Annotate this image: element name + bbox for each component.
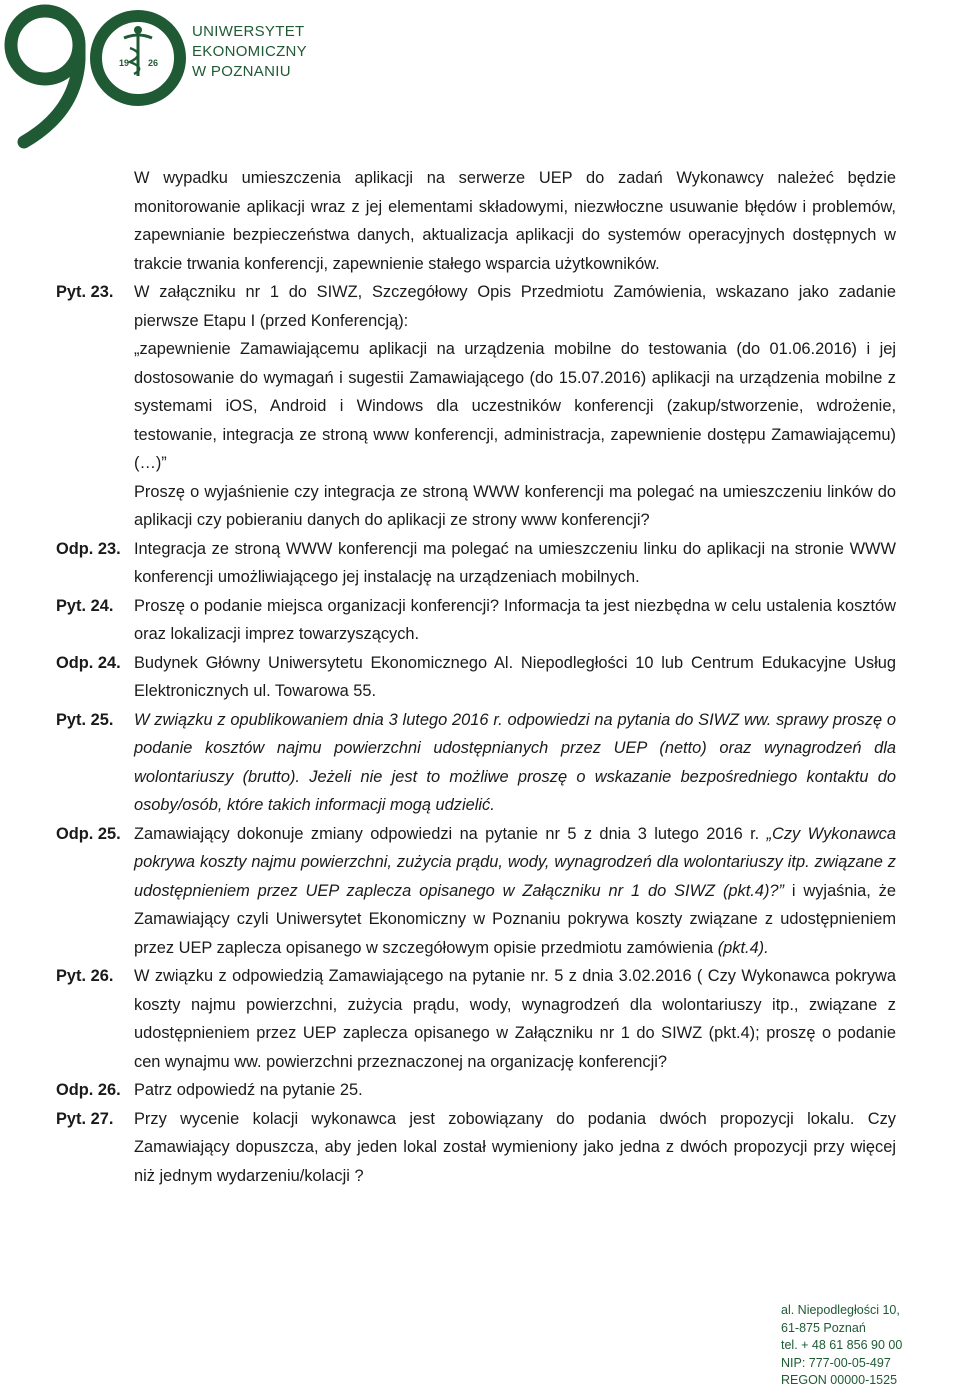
question-24 [56,592,896,649]
intro-paragraph: W wypadku umieszczenia aplikacji na serwerze UEP do zadań Wykonawcy należeć będzie monitorowanie aplikacji wraz z jej elementami składowymi, niezwłoczne usuwanie błędów i problemów, zapewnianie bezpieczeństwa danych, aktualizacja aplikacji do systemów operacyjnych dostępnych w trakcie trwania konferencji, zapewnienie stałego wsparcia użytkowników. [134,169,896,273]
contact-footer [781,1302,902,1390]
question-text: W załączniku nr 1 do SIWZ, Szczegółowy Opis Przedmiotu Zamówienia, wskazano jako zadanie pierwsze Etapu I (przed Konferencją): [134,283,896,330]
footer-nip: NIP: 777-00-05-497 [781,1355,891,1370]
question-text: Przy wycenie kolacji wykonawca jest zobowiązany do podania dwóch propozycji lokalu. Czy Zamawiający dopuszcza, aby jeden lokal został wymieniony jako jedna z dwóch propozycji przy więcej niż jednym wydarzeniu/kolacji ? [134,1109,896,1185]
question-label: Pyt. 26. [56,967,114,985]
question-text: W związku z odpowiedzią Zamawiającego na pytanie nr. 5 z dnia 3.02.2016 ( Czy Wykonawca pokrywa koszty najmu powierzchni, zużycia prądu, wody, wynagrodzeń dla wolontariuszy itp., związane z udostępnieniem przez UEP zaplecza opisanego w Załączniku nr 1 do SIWZ (pkt.4); proszę o podanie cen wynajmu ww. powierzchni przeznaczonej na organizację konferencji? [134,967,896,1071]
question-label: Pyt. 27. [56,1109,114,1128]
answer-text-continued: i wyjaśnia, że Zamawiający czyli Uniwersytet Ekonomiczny w Poznaniu pokrywa koszty związane z udostępnieniem przez UEP zaplecza opisanego w szczegółowym opisie przedmiotu zamówienia [134,881,896,957]
answer-quoted-question: „Czy Wykonawca pokrywa koszty najmu powierzchni, zużycia prądu, wody, wynagrodzeń dla wolontariuszy itp. związane z udostępnieniem przez UEP zaplecza opisanego w Załączniku nr 1 do SIWZ (pkt.4)?” [134,824,896,900]
question-text: Proszę o podanie miejsca organizacji konferencji? Informacja ta jest niezbędna w celu ustalenia kosztów oraz lokalizacji imprez towarzyszących. [134,596,896,643]
answer-reference: (pkt.4). [717,938,769,957]
answer-26 [56,1076,896,1105]
question-text: W związku z opublikowaniem dnia 3 lutego 2016 r. odpowiedzi na pytania do SIWZ ww. sprawy proszę o podanie kosztów najmu powierzchni udostępnianych przez UEP (netto) oraz wynagrodzeń dla wolontariuszy (brutto). Jeżeli nie jest to możliwe proszę o wskazanie bezpośredniego kontaktu do osoby/osób, które takich informacji mogą udzielić. [134,710,896,814]
question-25 [56,706,896,820]
answer-text: Integracja ze stroną WWW konferencji ma polegać na umieszczeniu linku do aplikacji na stronie WWW konferencji umożliwiającego jej instalację na urządzeniach mobilnych. [134,539,896,586]
logo-year-right: 26 [147,58,159,68]
footer-city: 61-875 Poznań [781,1320,866,1335]
university-90-logo [0,0,190,150]
university-name-line-2: EKONOMICZNY [192,43,307,60]
university-name [192,22,307,82]
answer-text: Budynek Główny Uniwersytetu Ekonomicznego Al. Niepodległości 10 lub Centrum Edukacyjne Usług Elektronicznych ul. Towarowa 55. [134,653,896,700]
question-26 [56,962,896,1076]
question-label: Pyt. 24. [56,596,114,615]
answer-23 [56,535,896,592]
answer-24 [56,649,896,706]
page-header [0,0,960,150]
question-label: Pyt. 25. [56,710,114,729]
footer-regon: REGON 00000-1525 [781,1373,898,1387]
answer-text: Patrz odpowiedź na pytanie 25. [134,1081,363,1099]
answer-label: Odp. 24. [56,653,121,672]
caduceus-emblem-icon [124,26,152,76]
answer-label: Odp. 23. [56,539,121,558]
answer-label: Odp. 25. [56,824,121,843]
university-name-line-3: W POZNANIU [192,63,291,80]
footer-address: al. Niepodległości 10, [781,1303,900,1317]
document-body [56,164,896,1190]
question-label: Pyt. 23. [56,283,114,301]
quoted-requirement: „zapewnienie Zamawiającemu aplikacji na urządzenia mobilne do testowania (do 01.06.2016) i jej dostosowanie do wymagań i sugestii Zamawiającego (do 15.07.2016) aplikacji na urządzenia mobilne z systemami iOS, Android i Windows dla uczestników konferencji (zakup/stworzenie, wdrożenie, testowanie, integracja ze stroną www konferencji, administracja, zapewnienie dostępu Zamawiającemu) (…)” [134,340,896,472]
answer-label: Odp. 26. [56,1081,121,1099]
university-name-line-1: UNIWERSYTET [192,23,305,40]
footer-phone: tel. + 48 61 856 90 00 [781,1338,903,1352]
question-23 [56,278,896,535]
logo-year-left: 19 [118,58,130,68]
question-27 [56,1105,896,1191]
answer-25 [56,820,896,963]
question-text-continued: Proszę o wyjaśnienie czy integracja ze stroną WWW konferencji ma polegać na umieszczeniu linków do aplikacji czy pobieraniu danych do aplikacji ze strony www konferencji? [134,482,896,529]
answer-text: Zamawiający dokonuje zmiany odpowiedzi na pytanie nr 5 z dnia 3 lutego 2016 r. [134,824,760,843]
